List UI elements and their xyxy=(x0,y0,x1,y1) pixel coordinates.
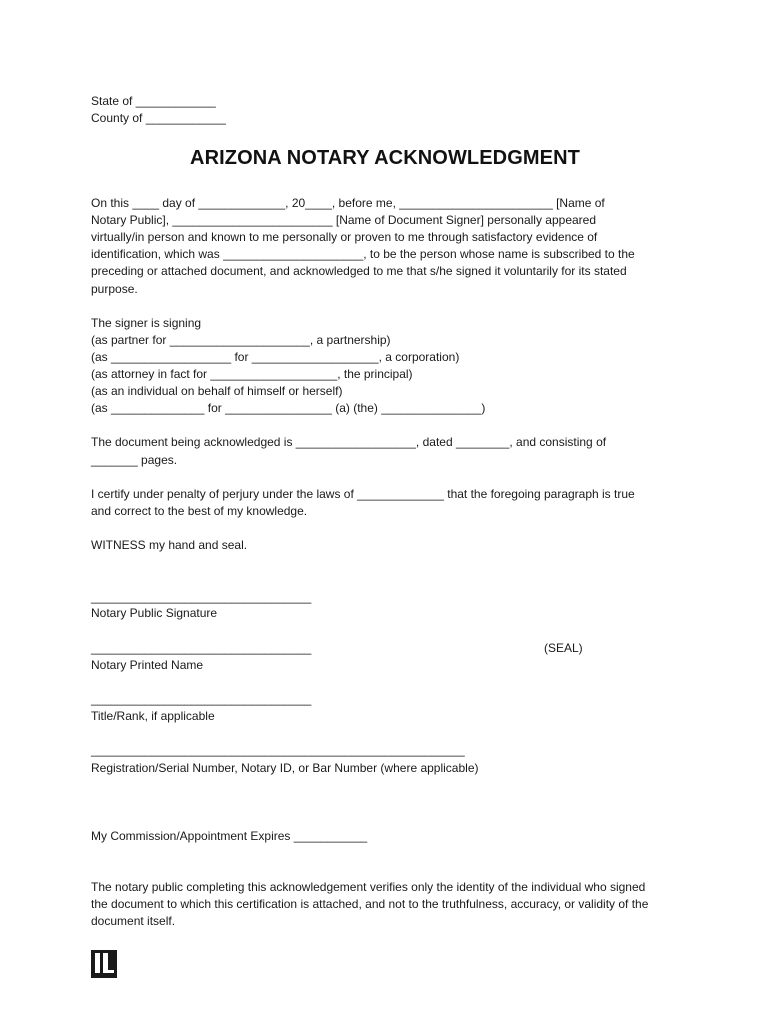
registration-line: ________________________________________________________ xyxy=(91,743,465,757)
signature-line: _________________________________ xyxy=(91,590,312,604)
intro-line-6: purpose. xyxy=(91,282,138,296)
capacity-partner: (as partner for _____________________, a partnership) xyxy=(91,333,391,347)
witness-line: WITNESS my hand and seal. xyxy=(91,538,248,552)
legal-templates-logo-icon xyxy=(91,950,117,978)
capacity-heading: The signer is signing xyxy=(91,316,202,330)
signature-label: Notary Public Signature xyxy=(91,606,218,620)
certify-line-2: and correct to the best of my knowledge. xyxy=(91,504,308,518)
printed-name-line: _________________________________ xyxy=(91,641,312,655)
registration-label: Registration/Serial Number, Notary ID, or Bar Number (where applicable) xyxy=(91,761,479,775)
capacity-corporation: (as __________________ for ___________________, a corporation) xyxy=(91,350,460,364)
intro-line-4: identification, which was _____________________, to be the person whose name is subscribed to the xyxy=(91,247,635,261)
county-line: County of ____________ xyxy=(91,111,226,125)
state-line: State of ____________ xyxy=(91,94,216,108)
capacity-individual: (as an individual on behalf of himself or herself) xyxy=(91,384,343,398)
intro-line-5: preceding or attached document, and acknowledged to me that s/he signed it voluntarily for its stated xyxy=(91,264,627,278)
title-rank-label: Title/Rank, if applicable xyxy=(91,709,215,723)
capacity-other: (as ______________ for ________________ (a) (the) _______________) xyxy=(91,401,486,415)
disclaimer-line-2: the document to which this certification is attached, and not to the truthfulness, accuracy, or validity of the xyxy=(91,897,649,911)
capacity-attorney: (as attorney in fact for ___________________, the principal) xyxy=(91,367,413,381)
disclaimer-line-3: document itself. xyxy=(91,914,176,928)
intro-line-2: Notary Public], ________________________ [Name of Document Signer] personally appeared xyxy=(91,213,597,227)
printed-name-label: Notary Printed Name xyxy=(91,658,204,672)
document-para-line-1: The document being acknowledged is __________________, dated ________, and consisting of xyxy=(91,435,607,449)
document-title: ARIZONA NOTARY ACKNOWLEDGMENT xyxy=(190,147,580,169)
certify-line-1: I certify under penalty of perjury under the laws of _____________ that the foregoing paragraph is true xyxy=(91,487,635,501)
commission-expires: My Commission/Appointment Expires ___________ xyxy=(91,829,368,843)
seal-label: (SEAL) xyxy=(544,641,583,655)
title-rank-line: _________________________________ xyxy=(91,692,312,706)
intro-line-3: virtually/in person and known to me personally or proven to me through satisfactory evidence of xyxy=(91,230,598,244)
disclaimer-line-1: The notary public completing this acknowledgement verifies only the identity of the individual who signed xyxy=(91,880,646,894)
intro-line-1: On this ____ day of _____________, 20____, before me, _______________________ [Name of xyxy=(91,196,605,210)
document-para-line-2: _______ pages. xyxy=(91,453,178,467)
